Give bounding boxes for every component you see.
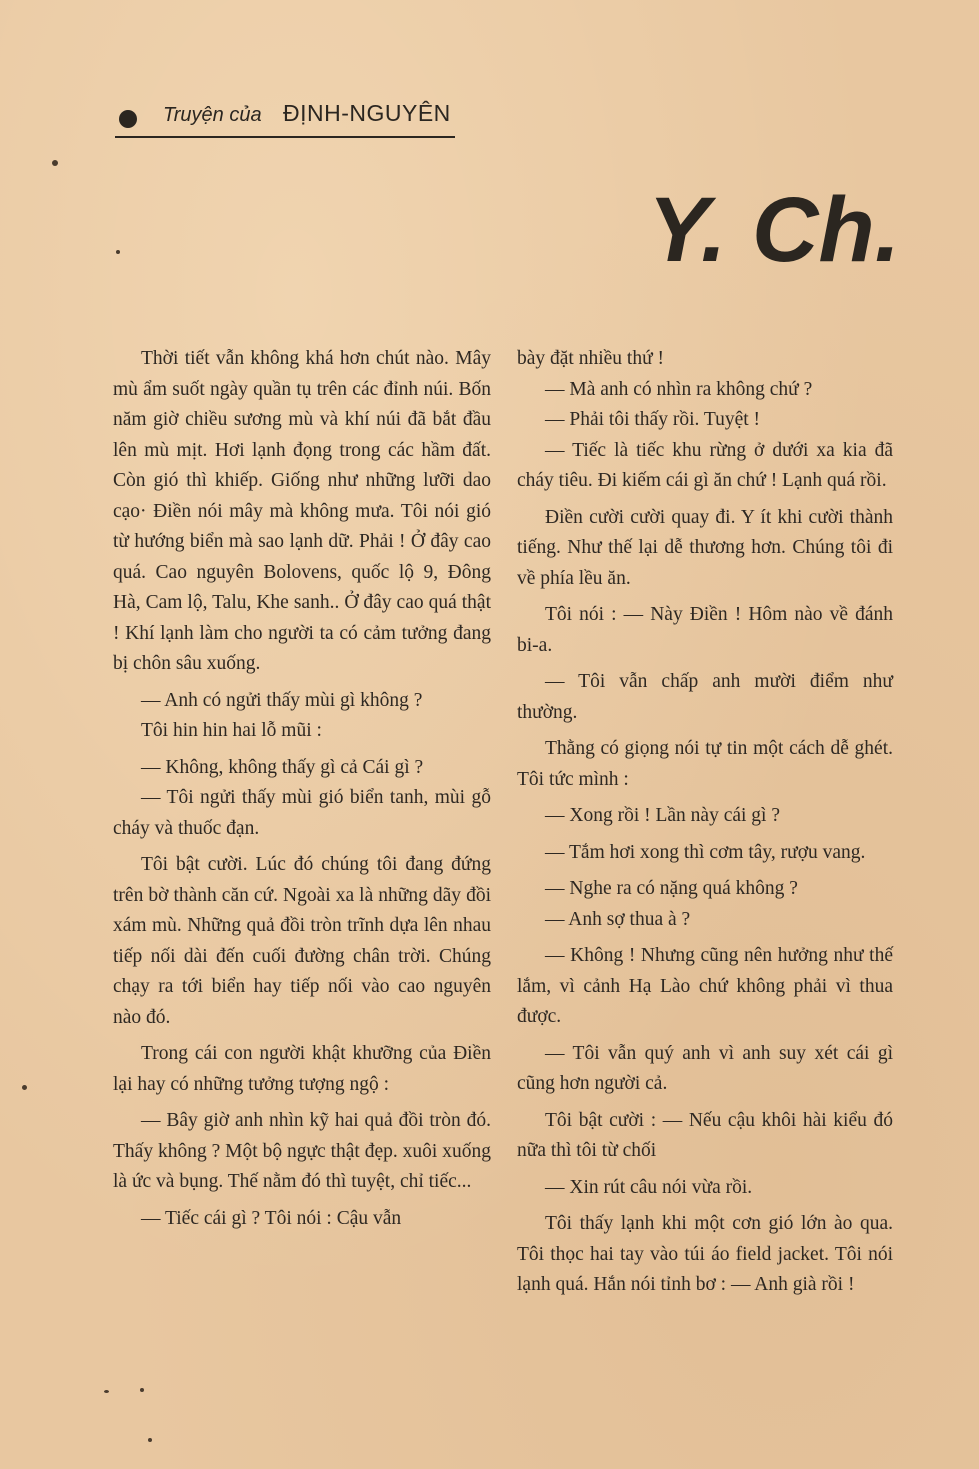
byline (115, 100, 455, 138)
byline-author: ĐỊNH-NGUYÊN (283, 100, 451, 126)
paper-speck (116, 250, 120, 254)
paragraph: — Anh có ngửi thấy mùi gì không ? (141, 689, 423, 711)
paper-speck (22, 1085, 27, 1090)
right-column (517, 344, 893, 1301)
paragraph: Thời tiết vẫn không khá hơn chút nào. Mây mù ẩm suốt ngày quần tụ trên các đỉnh núi. Bốn năm giờ chiều sương mù và khí núi đã bắt đầu lên mù mịt. Hơi lạnh đọng trong các hầm đất. Còn gió thì khiếp. Giống như những lưỡi dao cạo· Điền nói mây mà không mưa. Tôi nói gió từ hướng biển mà sao lạnh dữ. Phải ! Ở đây cao quá. Cao nguyên Bolovens, quốc lộ 9, Đông Hà, Cam lộ, Talu, Khe sanh.. Ở đây cao quá thật ! Khí lạnh làm cho người ta có cảm tưởng đang bị chôn sâu xuống. (113, 348, 491, 674)
paragraph: — Tôi vẫn quý anh vì anh suy xét cái gì cũng hơn người cả. (517, 1042, 893, 1094)
paragraph: — Nghe ra có nặng quá không ? (545, 878, 798, 899)
paragraph: — Không ! Nhưng cũng nên hưởng như thế lắm, vì cảnh Hạ Lào chứ không phải vì thua được. (517, 945, 893, 1027)
byline-prefix: Truyện của (163, 104, 262, 126)
paragraph: Thằng có giọng nói tự tin một cách dễ ghét. Tôi tức mình : (517, 738, 893, 790)
paragraph: — Mà anh có nhìn ra không chứ ? (545, 378, 813, 400)
paragraph: — Không, không thấy gì cả Cái gì ? (141, 756, 424, 778)
paper-speck (104, 1390, 109, 1393)
left-column (113, 344, 491, 1234)
paragraph: Tôi thấy lạnh khi một cơn gió lớn ào qua. Tôi thọc hai tay vào túi áo field jacket. Tôi nói lạnh quá. Hắn nói tỉnh bơ : — Anh già rồi ! (517, 1213, 893, 1295)
paper-speck (140, 1388, 144, 1392)
paragraph: — Tôi ngửi thấy mùi gió biển tanh, mùi gỗ cháy và thuốc đạn. (113, 787, 491, 839)
paragraph: Tôi bật cười : — Nếu cậu khôi hài kiểu đó nữa thì tôi từ chối (517, 1109, 893, 1161)
paragraph: — Bây giờ anh nhìn kỹ hai quả đồi tròn đó. Thấy không ? Một bộ ngực thật đẹp. xuôi xuống là ức và bụng. Thế nằm đó thì tuyệt, chỉ tiếc... (113, 1110, 491, 1192)
paragraph: — Phải tôi thấy rồi. Tuyệt ! (545, 409, 761, 430)
paragraph: — Anh sợ thua à ? (545, 908, 691, 930)
paragraph: bày đặt nhiều thứ ! (517, 348, 665, 369)
paragraph: — Xin rút câu nói vừa rồi. (545, 1176, 753, 1198)
paragraph: — Tôi vẫn chấp anh mười điểm như thường. (517, 671, 893, 723)
paragraph: Tôi bật cười. Lúc đó chúng tôi đang đứng trên bờ thành căn cứ. Ngoài xa là những dãy đồi xám mù. Những quả đồi tròn trĩnh dựa lên nhau tiếp nối dài đến cuối đường chân trời. Chúng chạy ra tới biển hay tiếp nối vào cao nguyên nào đó. (113, 854, 491, 1028)
story-title: Y. Ch. (648, 179, 901, 281)
bullet-dot-icon (119, 110, 137, 128)
paper-speck (52, 160, 58, 166)
paragraph: — Tiếc là tiếc khu rừng ở dưới xa kia đã cháy tiêu. Đi kiếm cái gì ăn chứ ! Lạnh quá rồi. (517, 439, 893, 491)
paragraph: Trong cái con người khật khưỡng của Điền lại hay có những tưởng tượng ngộ : (113, 1043, 491, 1095)
paper-speck (148, 1438, 152, 1442)
paragraph: Tôi hin hin hai lỗ mũi : (141, 720, 322, 741)
paragraph: Tôi nói : — Này Điền ! Hôm nào về đánh bi-a. (517, 604, 893, 656)
paragraph: — Xong rồi ! Lần này cái gì ? (545, 805, 781, 826)
paragraph: — Tiếc cái gì ? Tôi nói : Cậu vẫn (141, 1207, 402, 1229)
paragraph: Điền cười cười quay đi. Y ít khi cười thành tiếng. Như thế lại dễ thương hơn. Chúng tôi đi về phía lều ăn. (517, 506, 893, 589)
paragraph: — Tắm hơi xong thì cơm tây, rượu vang. (545, 841, 866, 863)
